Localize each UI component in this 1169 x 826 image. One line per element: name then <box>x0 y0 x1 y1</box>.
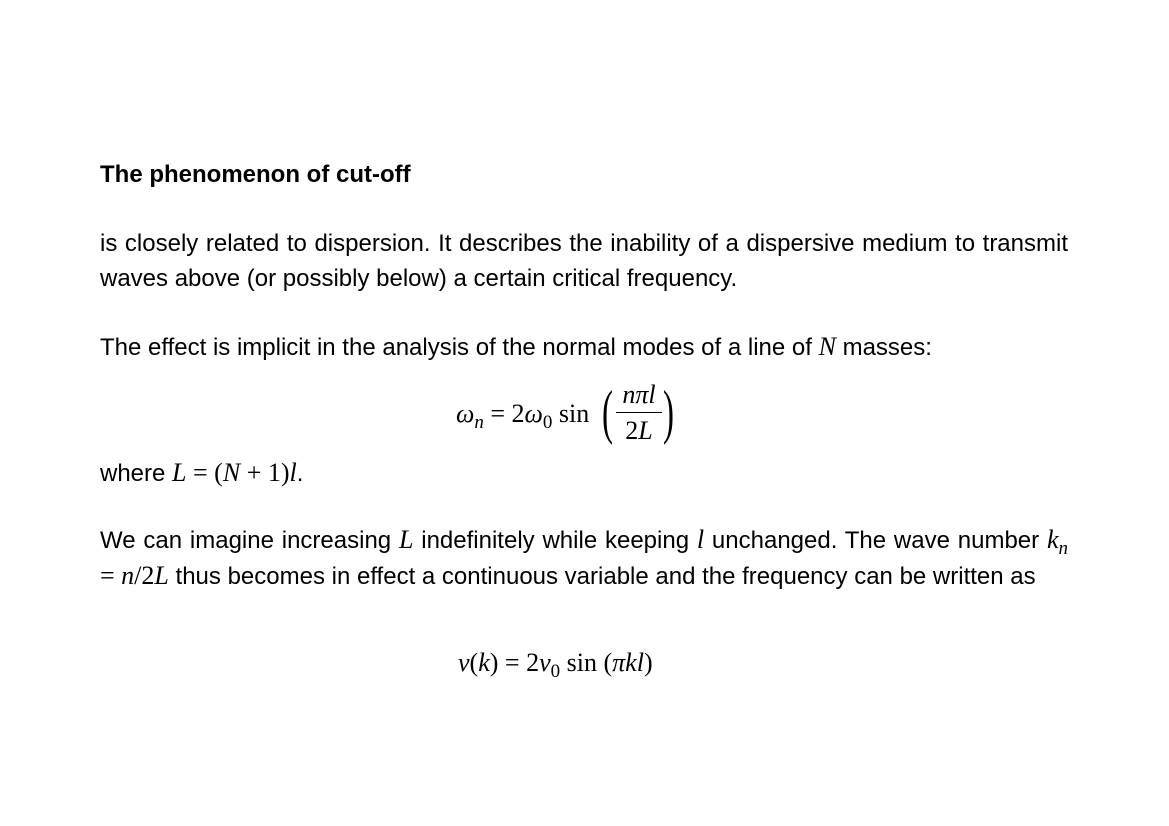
variable-L: L <box>172 458 187 487</box>
variable-l: l <box>696 525 705 554</box>
omega-zero-symbol: ω <box>524 399 543 428</box>
variable-n: n <box>121 561 135 590</box>
equals-two: = 2 <box>483 399 525 428</box>
right-parenthesis: ) <box>663 379 674 445</box>
nu-zero-symbol: ν <box>539 648 551 677</box>
math-operator: = <box>100 561 122 590</box>
variable-n-masses: N <box>818 332 836 361</box>
denominator-two: 2 <box>625 416 639 445</box>
math-operator: ) = 2 <box>489 648 540 677</box>
math-operator: ) <box>643 648 653 677</box>
math-operator: + 1) <box>240 458 290 487</box>
sin-function: sin ( <box>560 648 613 677</box>
math-operator: = ( <box>186 458 223 487</box>
frequency-equation <box>458 645 653 680</box>
math-operator: ( <box>469 648 479 677</box>
where-paragraph <box>100 455 1068 491</box>
document-page <box>100 0 1068 826</box>
sin-function: sin <box>552 399 590 428</box>
text-segment: indefinitely while keeping <box>413 527 697 554</box>
fraction-bar <box>616 412 662 413</box>
nu-symbol: ν <box>458 648 470 677</box>
text-segment: unchanged. The wave number <box>704 527 1047 554</box>
denominator-L: L <box>638 416 653 445</box>
equation-lhs <box>456 396 589 431</box>
left-parenthesis: ( <box>602 379 613 445</box>
section-heading: The phenomenon of cut-off <box>100 161 411 188</box>
text-segment: We can imagine increasing <box>100 527 399 554</box>
fraction-denominator <box>616 416 662 446</box>
text-segment: . <box>296 460 304 487</box>
variable-L: L <box>398 525 414 554</box>
intro-paragraph: is closely related to dispersion. It describes the inability of a dispersive medium to transmit waves above (or possibly below) a certain critical frequency. <box>100 230 1068 292</box>
variable-l: l <box>289 458 297 487</box>
subscript-n: n <box>474 412 484 433</box>
variable-k: k <box>1046 525 1059 554</box>
fraction <box>616 380 662 446</box>
subscript-zero: 0 <box>542 412 553 433</box>
math-operator: /2 <box>134 561 155 590</box>
subscript-zero: 0 <box>550 661 561 682</box>
text-segment: thus becomes in effect a continuous variable and the frequency can be written as <box>168 563 1036 590</box>
text-segment: where <box>100 460 173 487</box>
normal-modes-paragraph <box>100 329 1068 365</box>
variable-k: k <box>478 648 490 677</box>
continuum-paragraph <box>100 522 1068 594</box>
pi-k-l: πkl <box>612 648 644 677</box>
variable-N: N <box>222 458 241 487</box>
omega-symbol: ω <box>456 399 475 428</box>
text-segment: masses: <box>835 334 932 361</box>
subscript-n: n <box>1058 538 1069 559</box>
variable-L: L <box>154 561 169 590</box>
fraction-numerator: nπl <box>622 380 656 409</box>
text-segment: The effect is implicit in the analysis of the normal modes of a line of <box>100 334 819 361</box>
